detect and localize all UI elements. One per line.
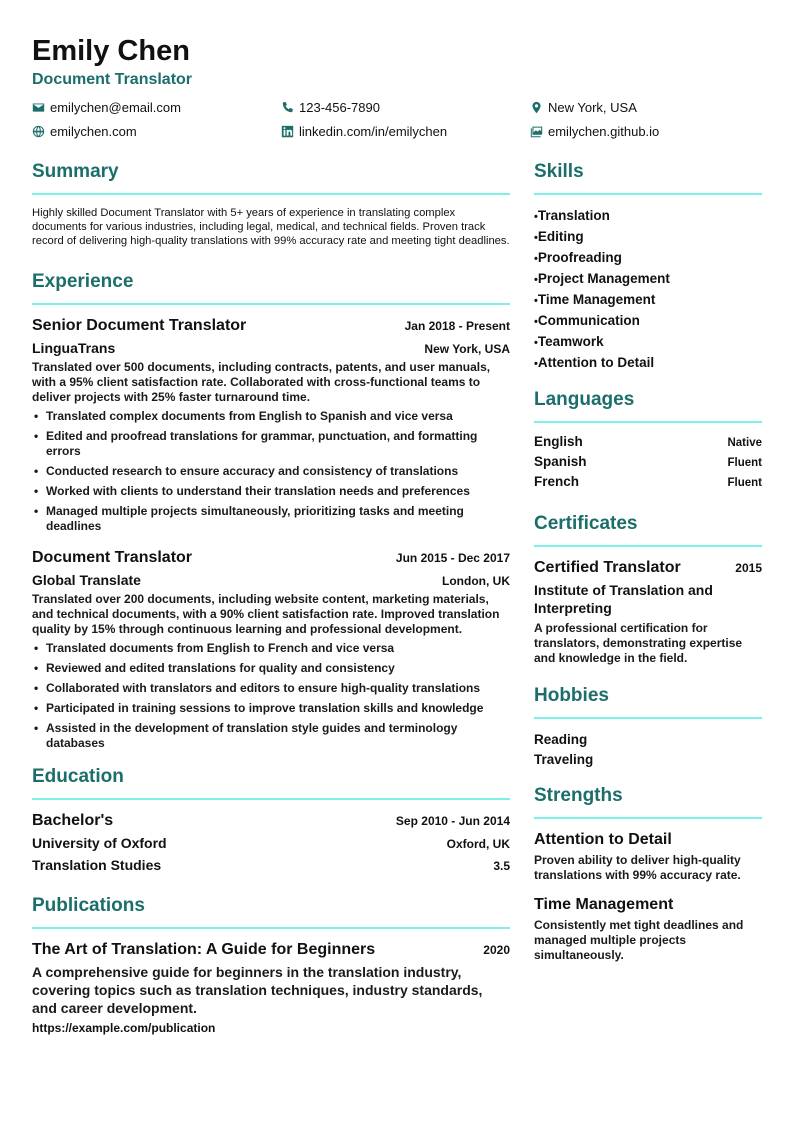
job-bullet: • Collaborated with translators and editors to ensure high-quality translations: [32, 681, 510, 696]
contact-portfolio-text: emilychen.github.io: [548, 123, 660, 139]
summary-section: [32, 160, 510, 248]
skill-item: • Editing: [534, 227, 762, 248]
section-divider: [534, 193, 762, 195]
summary-heading: Summary: [32, 161, 119, 182]
publications-section: [32, 894, 510, 1035]
contact-email-text: emilychen@email.com: [50, 99, 181, 115]
candidate-name: Emily Chen: [32, 35, 190, 67]
job-bullet: • Participated in training sessions to improve translation skills and knowledge: [32, 701, 510, 716]
section-divider: [32, 303, 510, 305]
certificates-section: [534, 512, 762, 666]
publication-title: The Art of Translation: A Guide for Beginners: [32, 941, 376, 958]
education-heading: Education: [32, 766, 124, 787]
left-column: [32, 160, 510, 1035]
location-icon: [530, 101, 543, 114]
strength-title: Attention to Detail: [534, 831, 672, 848]
certificate-year: 2015: [735, 561, 762, 575]
section-divider: [32, 798, 510, 800]
experience-heading: Experience: [32, 271, 134, 292]
job-date: Jan 2018 - Present: [404, 319, 510, 333]
hobby-item: Traveling: [534, 752, 594, 767]
contact-email[interactable]: [32, 98, 281, 116]
language-row: [534, 474, 762, 494]
education-school: University of Oxford: [32, 835, 167, 851]
globe-icon: [32, 125, 45, 138]
languages-heading: Languages: [534, 389, 635, 410]
strength-description: Consistently met tight deadlines and managed multiple projects simultaneously.: [534, 918, 744, 962]
section-divider: [534, 717, 762, 719]
contact-phone[interactable]: [281, 98, 530, 116]
contact-phone-text: 123-456-7890: [299, 99, 380, 115]
contact-website[interactable]: [32, 122, 281, 140]
language-name: French: [534, 474, 580, 489]
job-bullets: [32, 641, 510, 751]
publication-link[interactable]: https://example.com/publication: [32, 1021, 216, 1035]
publications-heading: Publications: [32, 895, 145, 916]
education-date: Sep 2010 - Jun 2014: [395, 814, 510, 828]
skill-item: • Teamwork: [534, 332, 762, 353]
language-row: [534, 454, 762, 474]
job-location: London, UK: [442, 574, 510, 588]
strengths-heading: Strengths: [534, 785, 623, 806]
contact-linkedin[interactable]: [281, 122, 530, 140]
job-company: LinguaTrans: [32, 340, 116, 356]
education-section: [32, 765, 510, 874]
skill-item: • Translation: [534, 206, 762, 227]
job-company: Global Translate: [32, 572, 141, 588]
portfolio-icon: [530, 125, 543, 138]
job-bullet: • Reviewed and edited translations for quality and consistency: [32, 661, 510, 676]
job-entry: [32, 316, 510, 534]
job-title: Document Translator: [32, 549, 193, 566]
skills-heading: Skills: [534, 161, 584, 182]
language-level: Fluent: [727, 477, 762, 489]
certificate-issuer: Institute of Translation and Interpreting: [534, 582, 713, 616]
language-level: Fluent: [727, 457, 762, 469]
job-bullet: • Edited and proofread translations for grammar, punctuation, and formatting errors: [32, 429, 510, 459]
contact-location: [530, 98, 762, 116]
section-divider: [32, 193, 510, 195]
publication-year: 2020: [483, 943, 510, 957]
education-gpa: 3.5: [493, 859, 510, 873]
skill-item: • Project Management: [534, 269, 762, 290]
job-bullet: • Conducted research to ensure accuracy and consistency of translations: [32, 464, 510, 479]
linkedin-icon: [281, 125, 294, 138]
job-bullet: • Translated documents from English to French and vice versa: [32, 641, 510, 656]
language-name: Spanish: [534, 454, 587, 469]
education-location: Oxford, UK: [446, 837, 510, 851]
certificate-title: Certified Translator: [534, 559, 681, 576]
skill-item: • Proofreading: [534, 248, 762, 269]
job-location: New York, USA: [424, 342, 510, 356]
section-divider: [32, 927, 510, 929]
phone-icon: [281, 101, 294, 114]
strength-description: Proven ability to deliver high-quality translations with 99% accuracy rate.: [534, 853, 741, 882]
section-divider: [534, 817, 762, 819]
right-column: [534, 160, 762, 975]
job-description: Translated over 500 documents, including contracts, patents, and user manuals, with a 95% client satisfaction rate. Collaborated with cross-functional teams to deliver projects with 25% faster turnaround time.: [32, 360, 491, 404]
contact-list: [32, 98, 762, 140]
skills-section: [534, 160, 762, 374]
contact-location-text: New York, USA: [548, 99, 637, 115]
job-bullet: • Worked with clients to understand their translation needs and preferences: [32, 484, 510, 499]
certificate-description: A professional certification for translators, demonstrating expertise and knowledge in the field.: [534, 621, 743, 665]
resume-page: [32, 34, 762, 1035]
certificates-heading: Certificates: [534, 513, 638, 534]
education-degree: Bachelor's: [32, 812, 114, 829]
job-entry: [32, 548, 510, 751]
section-divider: [534, 545, 762, 547]
language-level: Native: [727, 437, 762, 449]
languages-section: [534, 388, 762, 494]
hobby-item: Reading: [534, 732, 588, 747]
strength-title: Time Management: [534, 896, 674, 913]
job-bullets: [32, 409, 510, 534]
job-title: Senior Document Translator: [32, 317, 247, 334]
job-date: Jun 2015 - Dec 2017: [395, 551, 510, 565]
hobbies-section: [534, 684, 762, 770]
job-bullet: • Translated complex documents from English to Spanish and vice versa: [32, 409, 510, 424]
publication-description: A comprehensive guide for beginners in the translation industry, covering topics such as translation techniques, industry standards, and career development.: [32, 964, 483, 1016]
candidate-role: Document Translator: [32, 71, 193, 88]
section-divider: [534, 421, 762, 423]
skill-item: • Communication: [534, 311, 762, 332]
language-name: English: [534, 434, 583, 449]
skill-item: • Attention to Detail: [534, 353, 762, 374]
job-bullet: • Assisted in the development of translation style guides and terminology databases: [32, 721, 510, 751]
education-field: Translation Studies: [32, 857, 162, 873]
strengths-section: [534, 784, 762, 963]
job-bullet: • Managed multiple projects simultaneously, prioritizing tasks and meeting deadlines: [32, 504, 510, 534]
hobbies-heading: Hobbies: [534, 685, 609, 706]
job-description: Translated over 200 documents, including website content, marketing materials, and technical documents, with a 90% client satisfaction rate. Improved translation quality by 15% through continuous learning and professional development.: [32, 592, 500, 636]
email-icon: [32, 101, 45, 114]
contact-website-text: emilychen.com: [50, 123, 137, 139]
skill-item: • Time Management: [534, 290, 762, 311]
contact-portfolio[interactable]: [530, 122, 762, 140]
language-row: [534, 434, 762, 454]
summary-text: Highly skilled Document Translator with 5+ years of experience in translating complex documents for various industries, including legal, medical, and technical fields. Proven track record of delivering high-quality translations with 99% accuracy rate and meeting tight deadlines.: [32, 207, 510, 247]
experience-section: [32, 270, 510, 751]
contact-linkedin-text: linkedin.com/in/emilychen: [299, 123, 448, 139]
